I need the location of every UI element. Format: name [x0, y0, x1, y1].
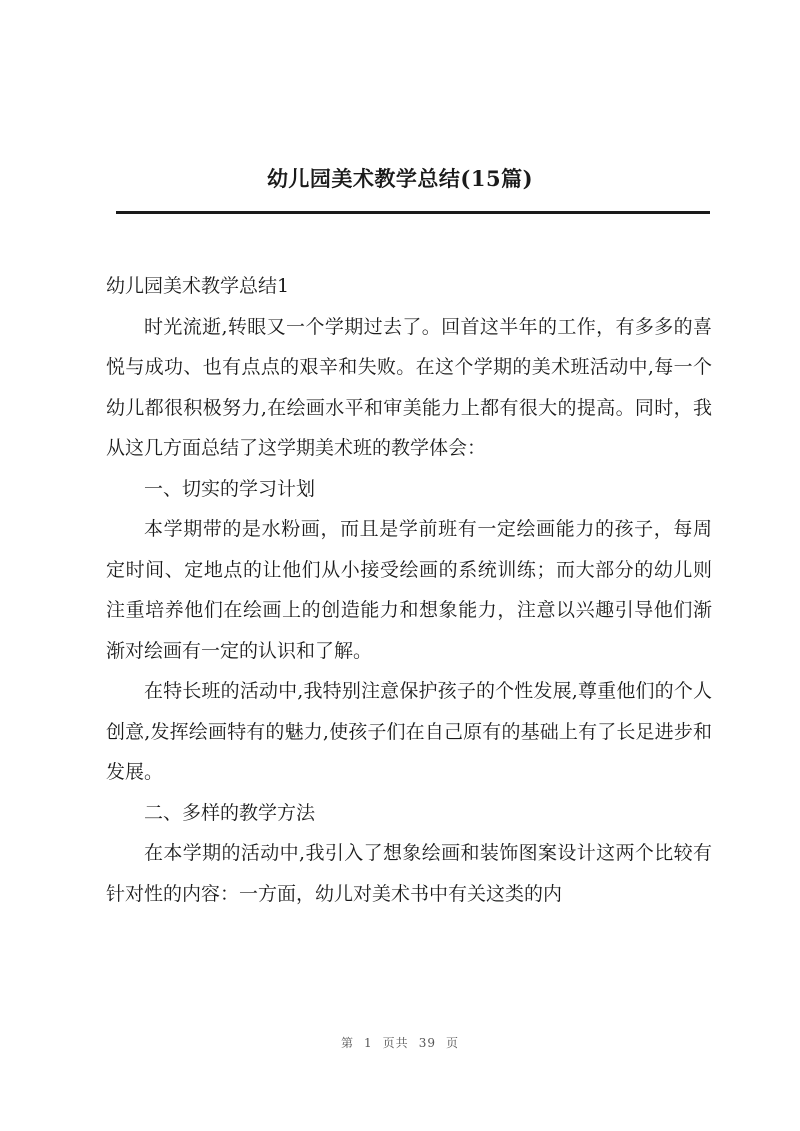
- subheading-teaching-methods: 二、多样的教学方法: [144, 801, 316, 824]
- title-divider: [116, 211, 710, 214]
- page-footer: [0, 1034, 800, 1051]
- footer-page-middle: 页共: [382, 1036, 409, 1050]
- document-title: 幼儿园美术教学总结(15篇): [266, 166, 534, 191]
- subheading-study-plan: 一、切实的学习计划: [144, 477, 316, 500]
- footer-total-pages: 39: [418, 1036, 436, 1050]
- paragraph-intro: 时光流逝,转眼又一个学期过去了。回首这半年的工作，有多多的喜悦与成功、也有点点的艰辛和失败。在这个学期的美术班活动中,每一个幼儿都很积极努力,在绘画水平和审美能力上都有很大的提高。同时，我从这几方面总结了这学期美术班的教学体会：: [106, 315, 712, 459]
- document-body: [106, 266, 712, 914]
- paragraph-special-class: 在特长班的活动中,我特别注意保护孩子的个性发展,尊重他们的个人创意,发挥绘画特有的魅力,使孩子们在自己原有的基础上有了长足进步和发展。: [106, 680, 712, 783]
- footer-page-number: 1: [364, 1036, 373, 1050]
- footer-page-prefix: 第: [341, 1036, 355, 1050]
- paragraph-study-plan: 本学期带的是水粉画，而且是学前班有一定绘画能力的孩子，每周定时间、定地点的让他们从小接受绘画的系统训练；而大部分的幼儿则注重培养他们在绘画上的创造能力和想象能力，注意以兴趣引导他们渐渐对绘画有一定的认识和了解。: [106, 518, 712, 662]
- section-heading: 幼儿园美术教学总结1: [106, 275, 290, 297]
- paragraph-teaching-methods: 在本学期的活动中,我引入了想象绘画和装饰图案设计这两个比较有针对性的内容：一方面，幼儿对美术书中有关这类的内: [106, 842, 712, 905]
- footer-page-suffix: 页: [445, 1036, 459, 1050]
